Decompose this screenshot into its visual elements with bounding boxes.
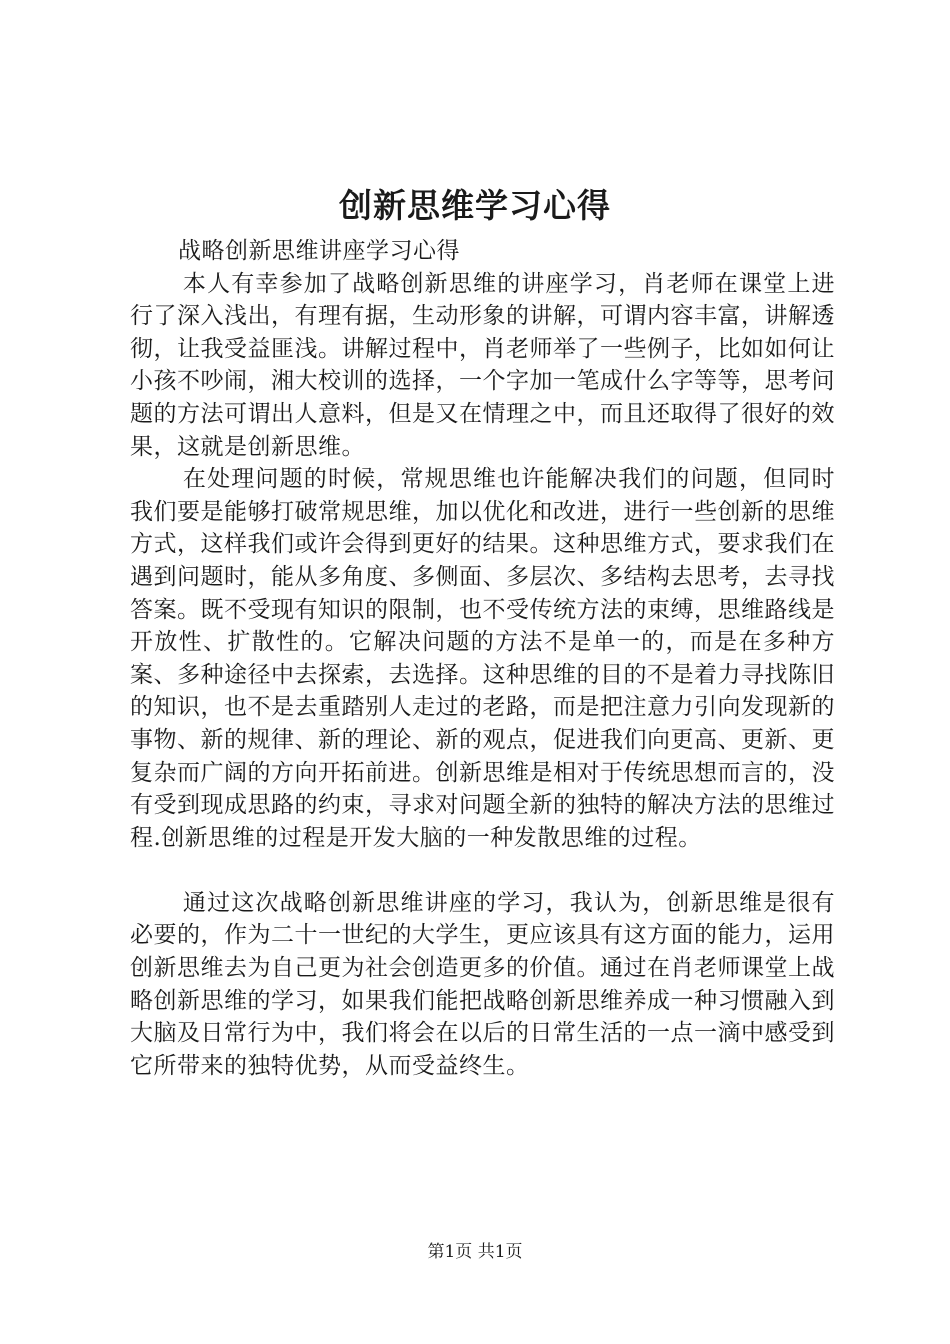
- paragraph-1: 本人有幸参加了战略创新思维的讲座学习，肖老师在课堂上进行了深入浅出，有理有据，生动形象的讲解，可谓内容丰富，讲解透彻，让我受益匪浅。讲解过程中，肖老师举了一些例子，比如如何让小孩不吵闹，湘大校训的选择，一个字加一笔成什么字等等，思考问题的方法可谓出人意料，但是又在情理之中，而且还取得了很好的效果，这就是创新思维。: [130, 270, 835, 460]
- paragraph-3: 通过这次战略创新思维讲座的学习，我认为，创新思维是很有必要的，作为二十一世纪的大学生，更应该具有这方面的能力，运用创新思维去为自己更为社会创造更多的价值。通过在肖老师课堂上战略创新思维的学习，如果我们能把战略创新思维养成一种习惯融入到大脑及日常行为中，我们将会在以后的日常生活的一点一滴中感受到它所带来的独特优势，从而受益终生。: [130, 889, 835, 1079]
- document-title: 创新思维学习心得: [339, 186, 611, 225]
- document-body: [130, 235, 835, 1082]
- document-subtitle: 战略创新思维讲座学习心得: [178, 238, 460, 264]
- page-number-footer: 第1页 共1页: [427, 1242, 523, 1262]
- paragraph-spacer: [130, 854, 835, 887]
- paragraph-2: 在处理问题的时候，常规思维也许能解决我们的问题，但同时我们要是能够打破常规思维，加以优化和改进，进行一些创新的思维方式，这样我们或许会得到更好的结果。这种思维方式，要求我们在遇到问题时，能从多角度、多侧面、多层次、多结构去思考，去寻找答案。既不受现有知识的限制，也不受传统方法的束缚，思维路线是开放性、扩散性的。它解决问题的方法不是单一的，而是在多种方案、多种途径中去探索，去选择。这种思维的目的不是着力寻找陈旧的知识，也不是去重踏别人走过的老路，而是把注意力引向发现新的事物、新的规律、新的理论、新的观点，促进我们向更高、更新、更复杂而广阔的方向开拓前进。创新思维是相对于传统思想而言的，没有受到现成思路的约束，寻求对问题全新的独特的解决方法的思维过程.创新思维的过程是开发大脑的一种发散思维的过程。: [130, 466, 835, 851]
